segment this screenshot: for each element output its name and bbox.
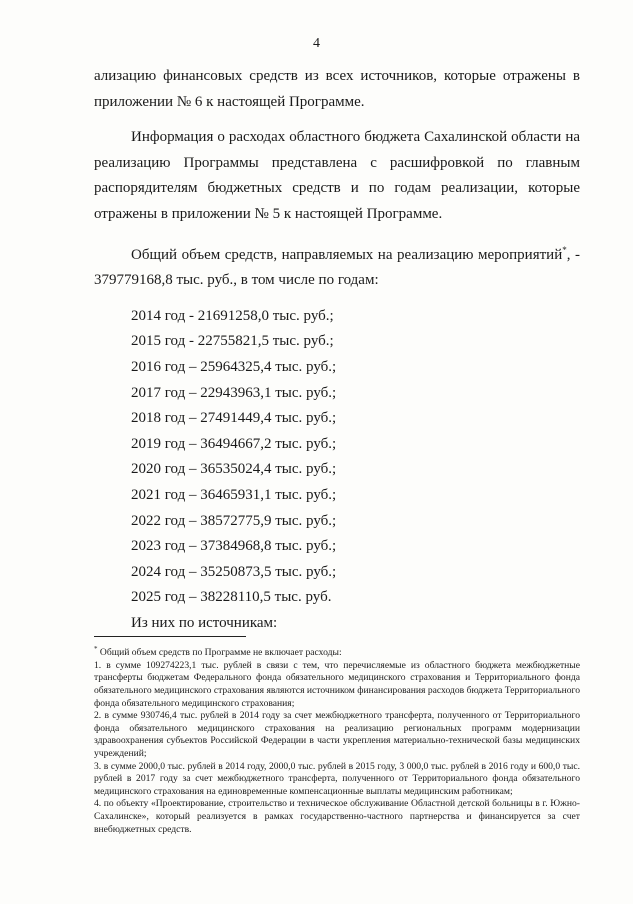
year-line: 2025 год – 38228110,5 тыс. руб. [131,589,332,606]
year-line: 2021 год – 36465931,1 тыс. руб.; [131,486,337,503]
year-line: 2015 год - 22755821,5 тыс. руб.; [131,333,334,350]
document-body [94,64,580,636]
footnote-item: 4. по объекту «Проектирование, строительство и техническое обслуживание Областной детской больницы в г. Южно-Сахалинске», который реализуется в рамках государственно-частного партнерства и финансируется за счет внебюджетных средств. [94,798,580,835]
paragraph-budget-info: Информация о расходах областного бюджета Сахалинской области на реализацию Программы представлена с расшифровкой по главным распорядителям бюджетных средств и по годам реализации, которые отражены в приложении № 5 к настоящей Программе. [94,129,580,222]
year-line: 2016 год – 25964325,4 тыс. руб.; [131,358,337,375]
footnote-intro-text: Общий объем средств по Программе не включает расходы: [97,647,342,659]
page-number: 4 [313,36,320,51]
footnote-reference: * [562,244,567,255]
total-volume-text: Общий объем средств, направляемых на реализацию мероприятий [131,246,563,263]
footnote-item: 1. в сумме 109274223,1 тыс. рублей в связи с тем, что перечисляемые из областного бюджета межбюджетные трансферты бюджетам Федерального фонда обязательного медицинского страхования и Территориального фонда обязательного медицинского страхования являются источником финансирования расходов бюджета Территориального фонда обязательного медицинского страхования; [94,659,580,709]
year-line: 2023 год – 37384968,8 тыс. руб.; [131,538,337,555]
footnote-item: 2. в сумме 930746,4 тыс. рублей в 2014 году за счет межбюджетного трансферта, полученного от Территориального фонда обязательного медицинского страхования на реализацию региональных программ модернизации здравоохранения субъектов Российской Федерации в части укрепления материально-технической базы медицинских учреждений; [94,710,580,759]
year-line: 2014 год - 21691258,0 тыс. руб.; [131,307,334,324]
footnote-divider [94,636,246,637]
year-line: 2020 год – 36535024,4 тыс. руб.; [131,461,337,478]
sources-intro: Из них по источникам: [131,614,278,631]
total-volume-amount: , - 379779168,8 тыс. руб., в том числе по годам: [94,246,580,289]
year-line: 2018 год – 27491449,4 тыс. руб.; [131,410,337,427]
year-list [94,304,580,637]
year-line: 2019 год – 36494667,2 тыс. руб.; [131,435,337,452]
paragraph-total-volume [94,238,580,294]
footnotes [94,643,580,836]
year-line: 2022 год – 38572775,9 тыс. руб.; [131,512,337,529]
footnote-mark: * [94,645,98,653]
year-line: 2024 год – 35250873,5 тыс. руб.; [131,563,337,580]
footnote-item: 3. в сумме 2000,0 тыс. рублей в 2014 году, 2000,0 тыс. рублей в 2015 году, 3 000,0 тыс. рублей в 2016 году и 600,0 тыс. рублей в 2017 году за счет межбюджетного трансферта, полученного от Территориального фонда обязательного медицинского страхования на единовременные компенсационные выплаты медицинским работникам; [94,760,580,797]
paragraph-continuation: ализацию финансовых средств из всех источников, которые отражены в приложении № 6 к настоящей Программе. [94,68,580,110]
footnote-intro [94,643,580,660]
year-line: 2017 год – 22943963,1 тыс. руб.; [131,384,337,401]
